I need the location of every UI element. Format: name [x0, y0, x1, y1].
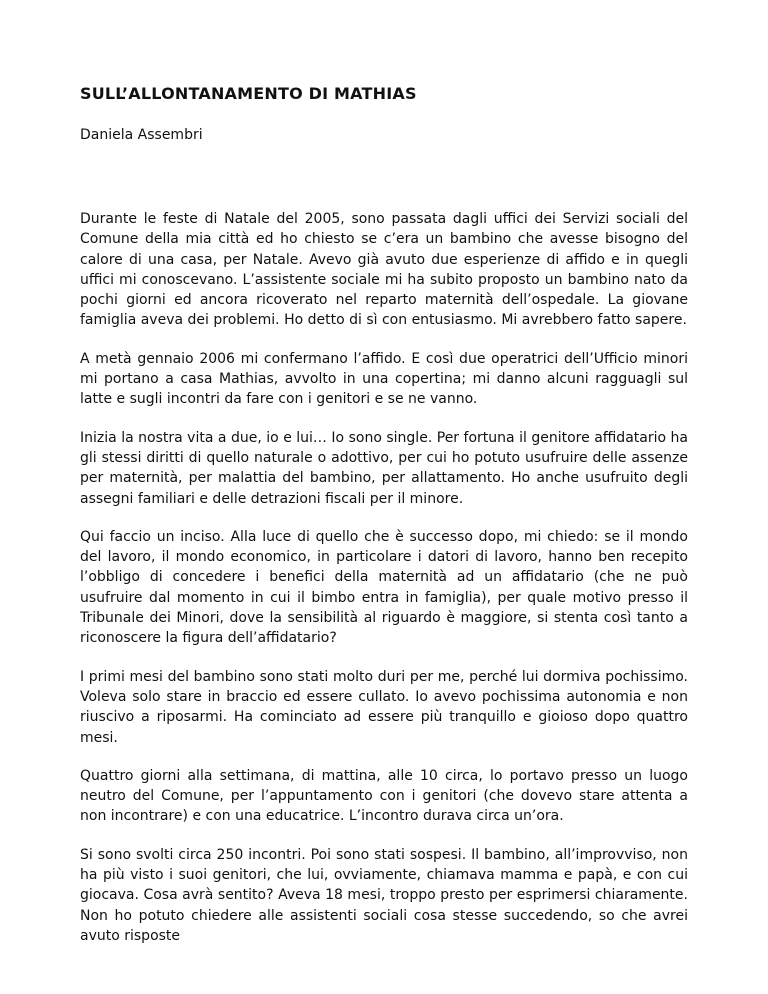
paragraph-2: A metà gennaio 2006 mi confermano l’affido. E così due operatrici dell’Ufficio minori mi portano a casa Mathias, avvolto in una copertina; mi danno alcuni ragguagli sul latte e sugli incontri da fare con i genitori e se ne vanno.: [80, 350, 688, 408]
document-title: SULL’ALLONTANAMENTO DI MATHIAS: [80, 84, 417, 103]
document-body: [80, 209, 688, 946]
paragraph-3: Inizia la nostra vita a due, io e lui… Io sono single. Per fortuna il genitore affidatario ha gli stessi diritti di quello naturale o adottivo, per cui ho potuto usufruire delle assenze per maternità, per malattia del bambino, per allattamento. Ho anche usufruito degli assegni familiari e delle detrazioni fiscali per il minore.: [80, 429, 688, 507]
paragraph-4: Qui faccio un inciso. Alla luce di quello che è successo dopo, mi chiedo: se il mondo del lavoro, il mondo economico, in particolare i datori di lavoro, hanno ben recepito l’obbligo di concedere i benefici della maternità ad un affidatario (che ne può usufruire dal momento in cui il bimbo entra in famiglia), per quale motivo presso il Tribunale dei Minori, dove la sensibilità al riguardo è maggiore, si stenta così tanto a riconoscere la figura dell’affidatario?: [80, 528, 688, 647]
author-name: Daniela Assembri: [80, 127, 203, 143]
paragraph-5: I primi mesi del bambino sono stati molto duri per me, perché lui dormiva pochissimo. Voleva solo stare in braccio ed essere cullato. Io avevo pochissima autonomia e non riuscivo a riposarmi. Ha cominciato ad essere più tranquillo e gioioso dopo quattro mesi.: [80, 668, 688, 746]
paragraph-6: Quattro giorni alla settimana, di mattina, alle 10 circa, lo portavo presso un luogo neutro del Comune, per l’appuntamento con i genitori (che dovevo stare attenta a non incontrare) e con una educatrice. L’incontro durava circa un’ora.: [80, 767, 688, 825]
document-page: [80, 83, 688, 964]
paragraph-1: Durante le feste di Natale del 2005, sono passata dagli uffici dei Servizi sociali del Comune della mia città ed ho chiesto se c’era un bambino che avesse bisogno del calore di una casa, per Natale. Avevo già avuto due esperienze di affido e in quegli uffici mi conoscevano. L’assistente sociale mi ha subito proposto un bambino nato da pochi giorni ed ancora ricoverato nel reparto maternità dell’ospedale. La giovane famiglia aveva dei problemi. Ho detto di sì con entusiasmo. Mi avrebbero fatto sapere.: [80, 211, 688, 329]
paragraph-7: Si sono svolti circa 250 incontri. Poi sono stati sospesi. Il bambino, all’improvviso, non ha più visto i suoi genitori, che lui, ovviamente, chiamava mamma e papà, e con cui giocava. Cosa avrà sentito? Aveva 18 mesi, troppo presto per esprimersi chiaramente. Non ho potuto chiedere alle assistenti sociali cosa stesse succedendo, so che avrei avuto risposte: [80, 846, 688, 944]
